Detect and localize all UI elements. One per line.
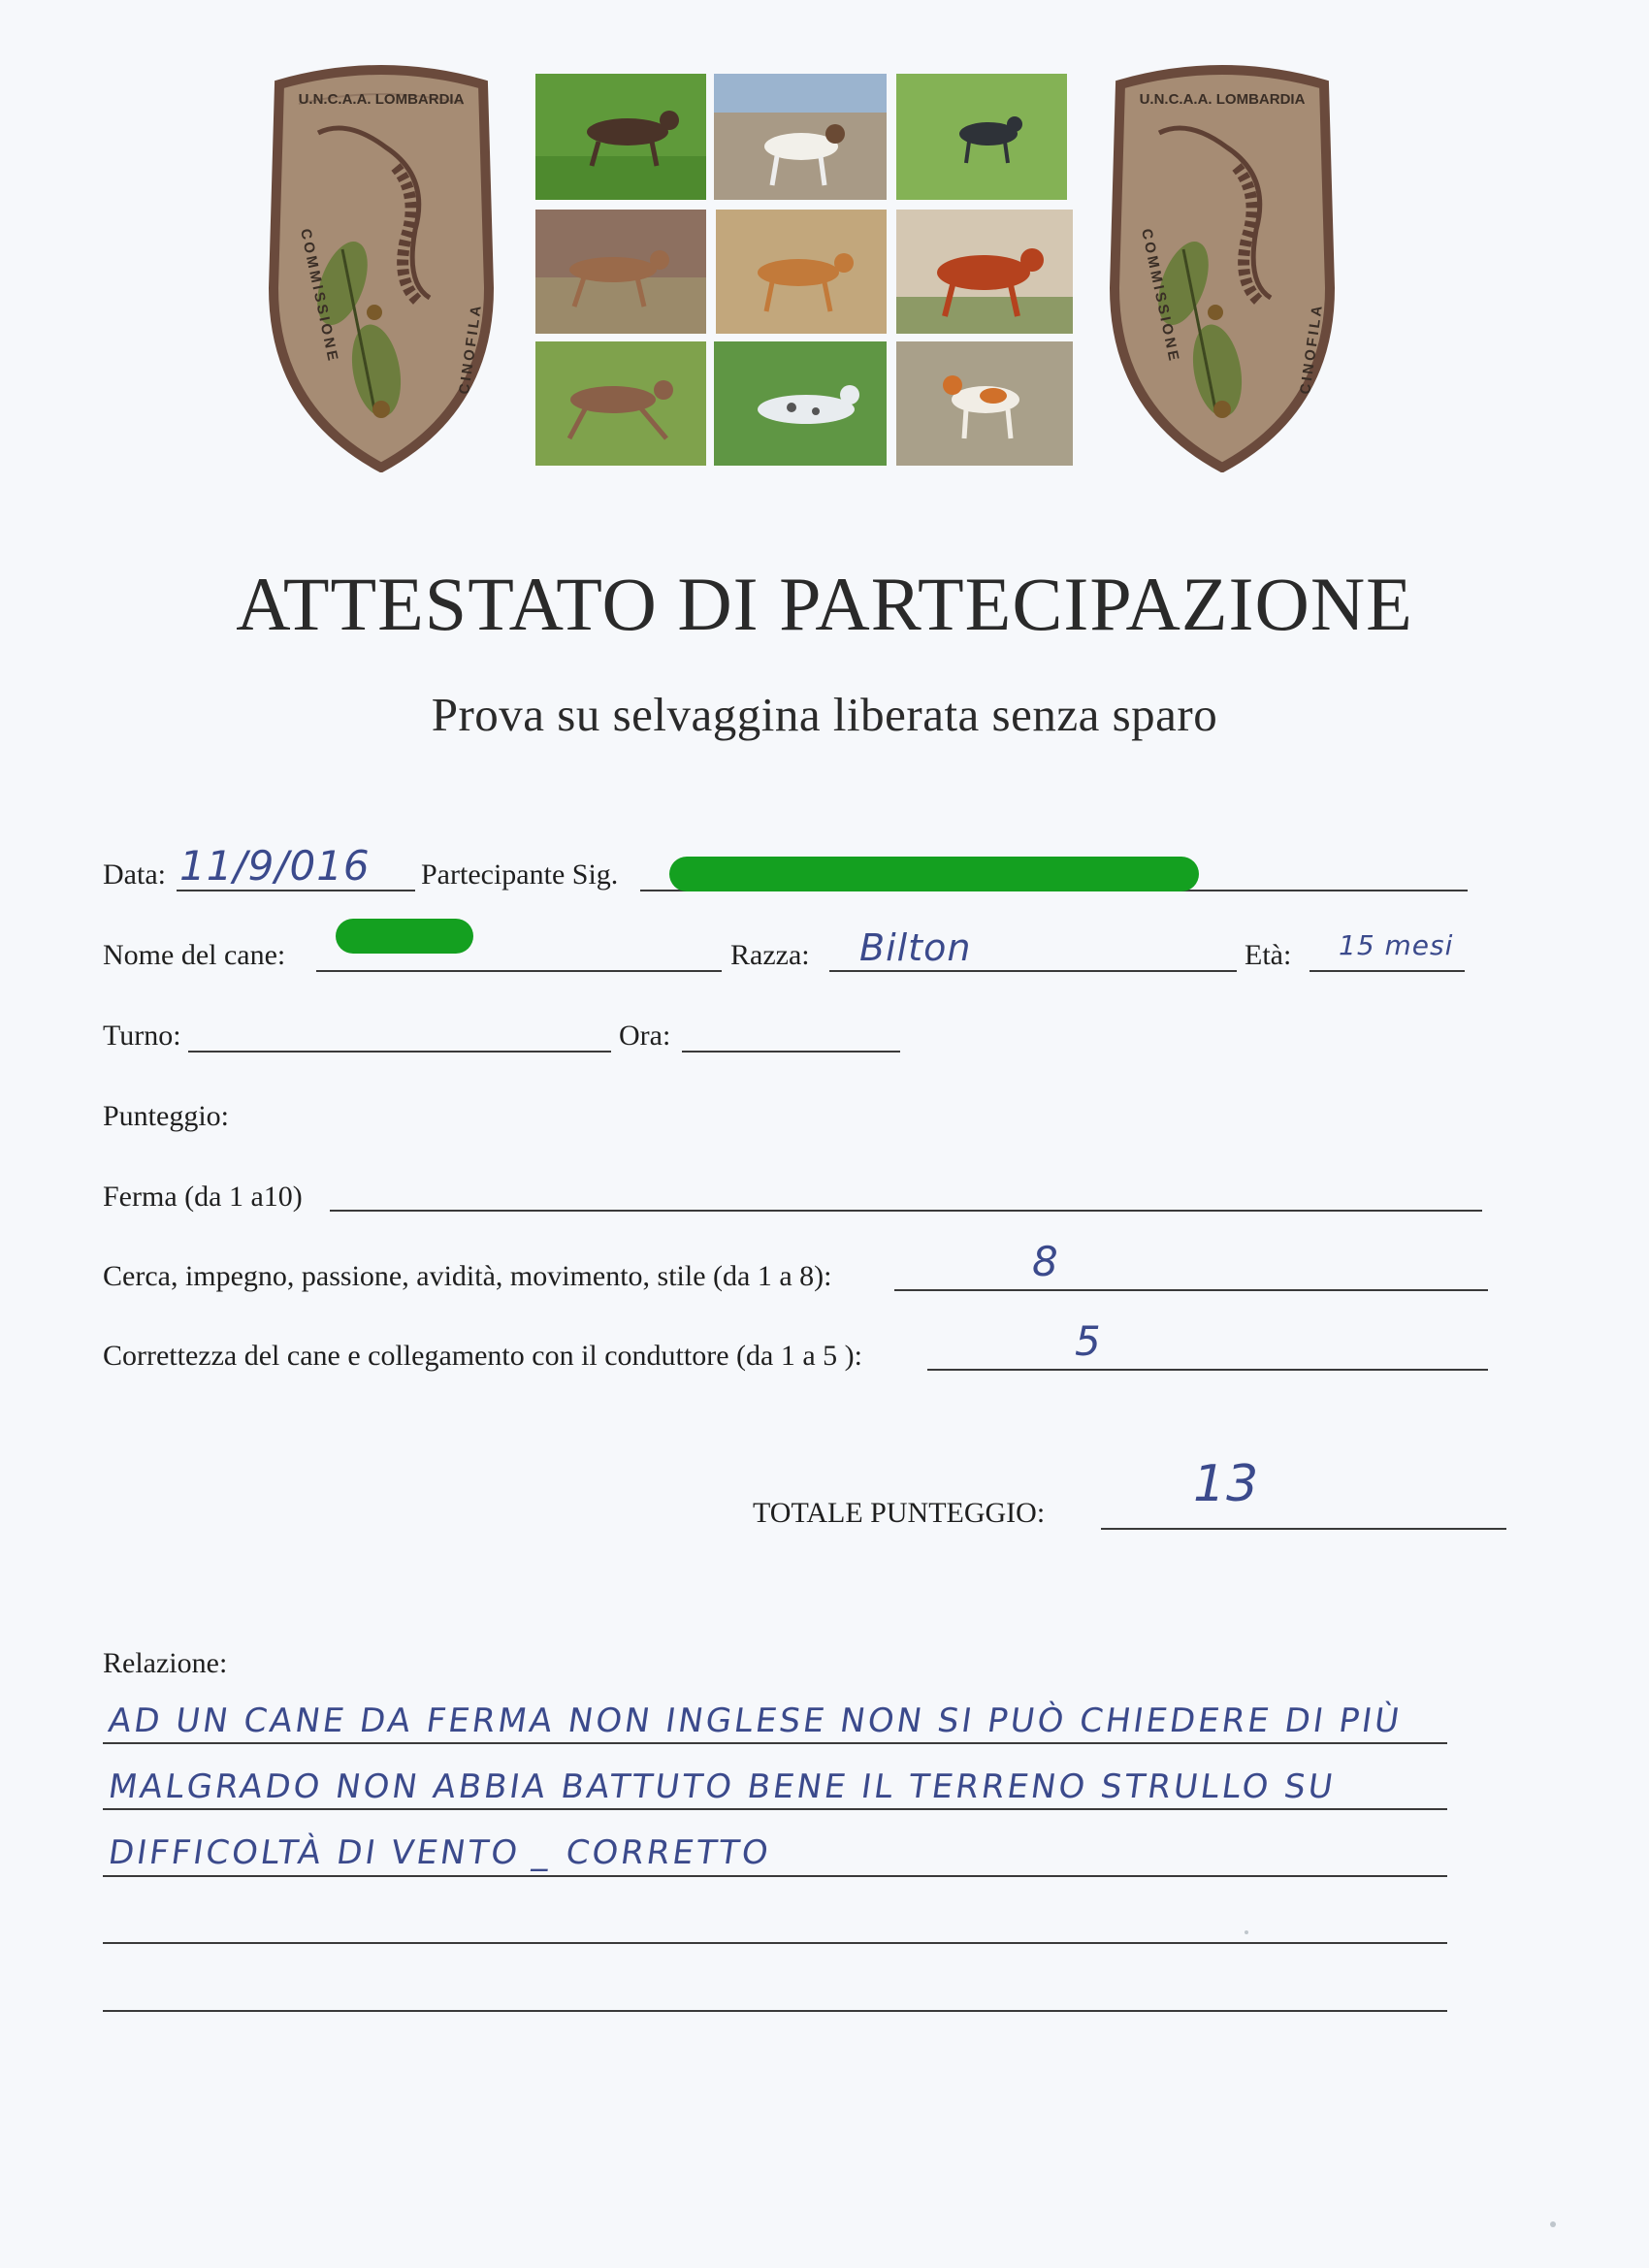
redacted-dog-name <box>336 919 473 954</box>
pointer-dog-photo <box>714 74 887 200</box>
redacted-participant <box>669 857 1199 891</box>
badge-org-text: U.N.C.A.A. LOMBARDIA <box>1139 91 1306 108</box>
correttezza-line <box>927 1369 1488 1371</box>
turno-line <box>188 1051 611 1053</box>
uncaa-badge-right <box>1101 60 1343 472</box>
correttezza-label: Correttezza del cane e collegamento con il conduttore (da 1 a 5 ): <box>103 1340 862 1372</box>
nome-cane-label: Nome del cane: <box>103 939 286 971</box>
relazione-line-2 <box>103 1808 1447 1810</box>
relazione-text-line-1: AD UN CANE DA FERMA NON INGLESE NON SI PUÒ CHIEDERE DI PIÙ <box>106 1701 1405 1740</box>
badge-left-text: COMMISSIONE <box>1138 227 1183 366</box>
setter-dog-photo <box>896 210 1073 334</box>
relazione-line-1 <box>103 1742 1447 1744</box>
relazione-line-5 <box>103 2010 1447 2012</box>
punteggio-label: Punteggio: <box>103 1100 230 1132</box>
partecipante-label: Partecipante Sig. <box>421 859 619 891</box>
relazione-label: Relazione: <box>103 1647 228 1679</box>
ora-line <box>682 1051 900 1053</box>
data-value: 11/9/016 <box>179 842 371 890</box>
scan-speck <box>1550 2221 1556 2227</box>
razza-line <box>829 970 1237 972</box>
relazione-line-4 <box>103 1942 1447 1944</box>
badge-org-text: U.N.C.A.A. LOMBARDIA <box>298 91 465 108</box>
pointer-dog-photo <box>896 74 1067 200</box>
pointer-dog-photo <box>535 341 706 466</box>
badge-right-text: CINOFILA <box>1297 302 1327 396</box>
cerca-line <box>894 1289 1488 1291</box>
badge-right-text: CINOFILA <box>456 302 486 396</box>
certificate-subtitle: Prova su selvaggina liberata senza sparo <box>431 688 1218 741</box>
badge-left-text: COMMISSIONE <box>297 227 342 366</box>
turno-label: Turno: <box>103 1020 181 1052</box>
nome-cane-line <box>316 970 722 972</box>
ora-label: Ora: <box>619 1020 671 1052</box>
correttezza-value: 5 <box>1075 1317 1102 1365</box>
eta-line <box>1310 970 1465 972</box>
scan-speck <box>1245 1930 1248 1934</box>
cerca-value: 8 <box>1032 1238 1059 1285</box>
razza-label: Razza: <box>730 939 810 971</box>
pointer-dog-photo <box>535 74 706 200</box>
setter-dog-photo <box>714 341 887 466</box>
ferma-line <box>330 1210 1482 1212</box>
razza-value: Bilton <box>859 926 972 969</box>
totale-label: TOTALE PUNTEGGIO: <box>753 1497 1046 1529</box>
shield-emblem-icon <box>1101 60 1343 472</box>
ferma-label: Ferma (da 1 a10) <box>103 1181 303 1213</box>
data-label: Data: <box>103 859 166 891</box>
eta-label: Età: <box>1245 939 1292 971</box>
dog-photo-grid <box>535 74 1075 466</box>
certificate-title: ATTESTATO DI PARTECIPAZIONE <box>236 562 1413 646</box>
eta-value: 15 mesi <box>1339 929 1454 961</box>
setter-dog-photo <box>896 341 1073 466</box>
pointer-dog-photo <box>716 210 887 334</box>
relazione-text-line-2: MALGRADO NON ABBIA BATTUTO BENE IL TERRENO STRULLO SU <box>106 1767 1339 1806</box>
shield-emblem-icon <box>260 60 502 472</box>
uncaa-badge-left <box>260 60 502 472</box>
relazione-line-3 <box>103 1875 1447 1877</box>
data-line <box>177 890 415 891</box>
relazione-text-line-3: DIFFICOLTÀ DI VENTO _ CORRETTO <box>106 1833 774 1872</box>
cerca-label: Cerca, impegno, passione, avidità, movimento, stile (da 1 a 8): <box>103 1260 832 1292</box>
totale-line <box>1101 1528 1506 1530</box>
pointer-dog-photo <box>535 210 706 334</box>
totale-value: 13 <box>1193 1455 1260 1513</box>
